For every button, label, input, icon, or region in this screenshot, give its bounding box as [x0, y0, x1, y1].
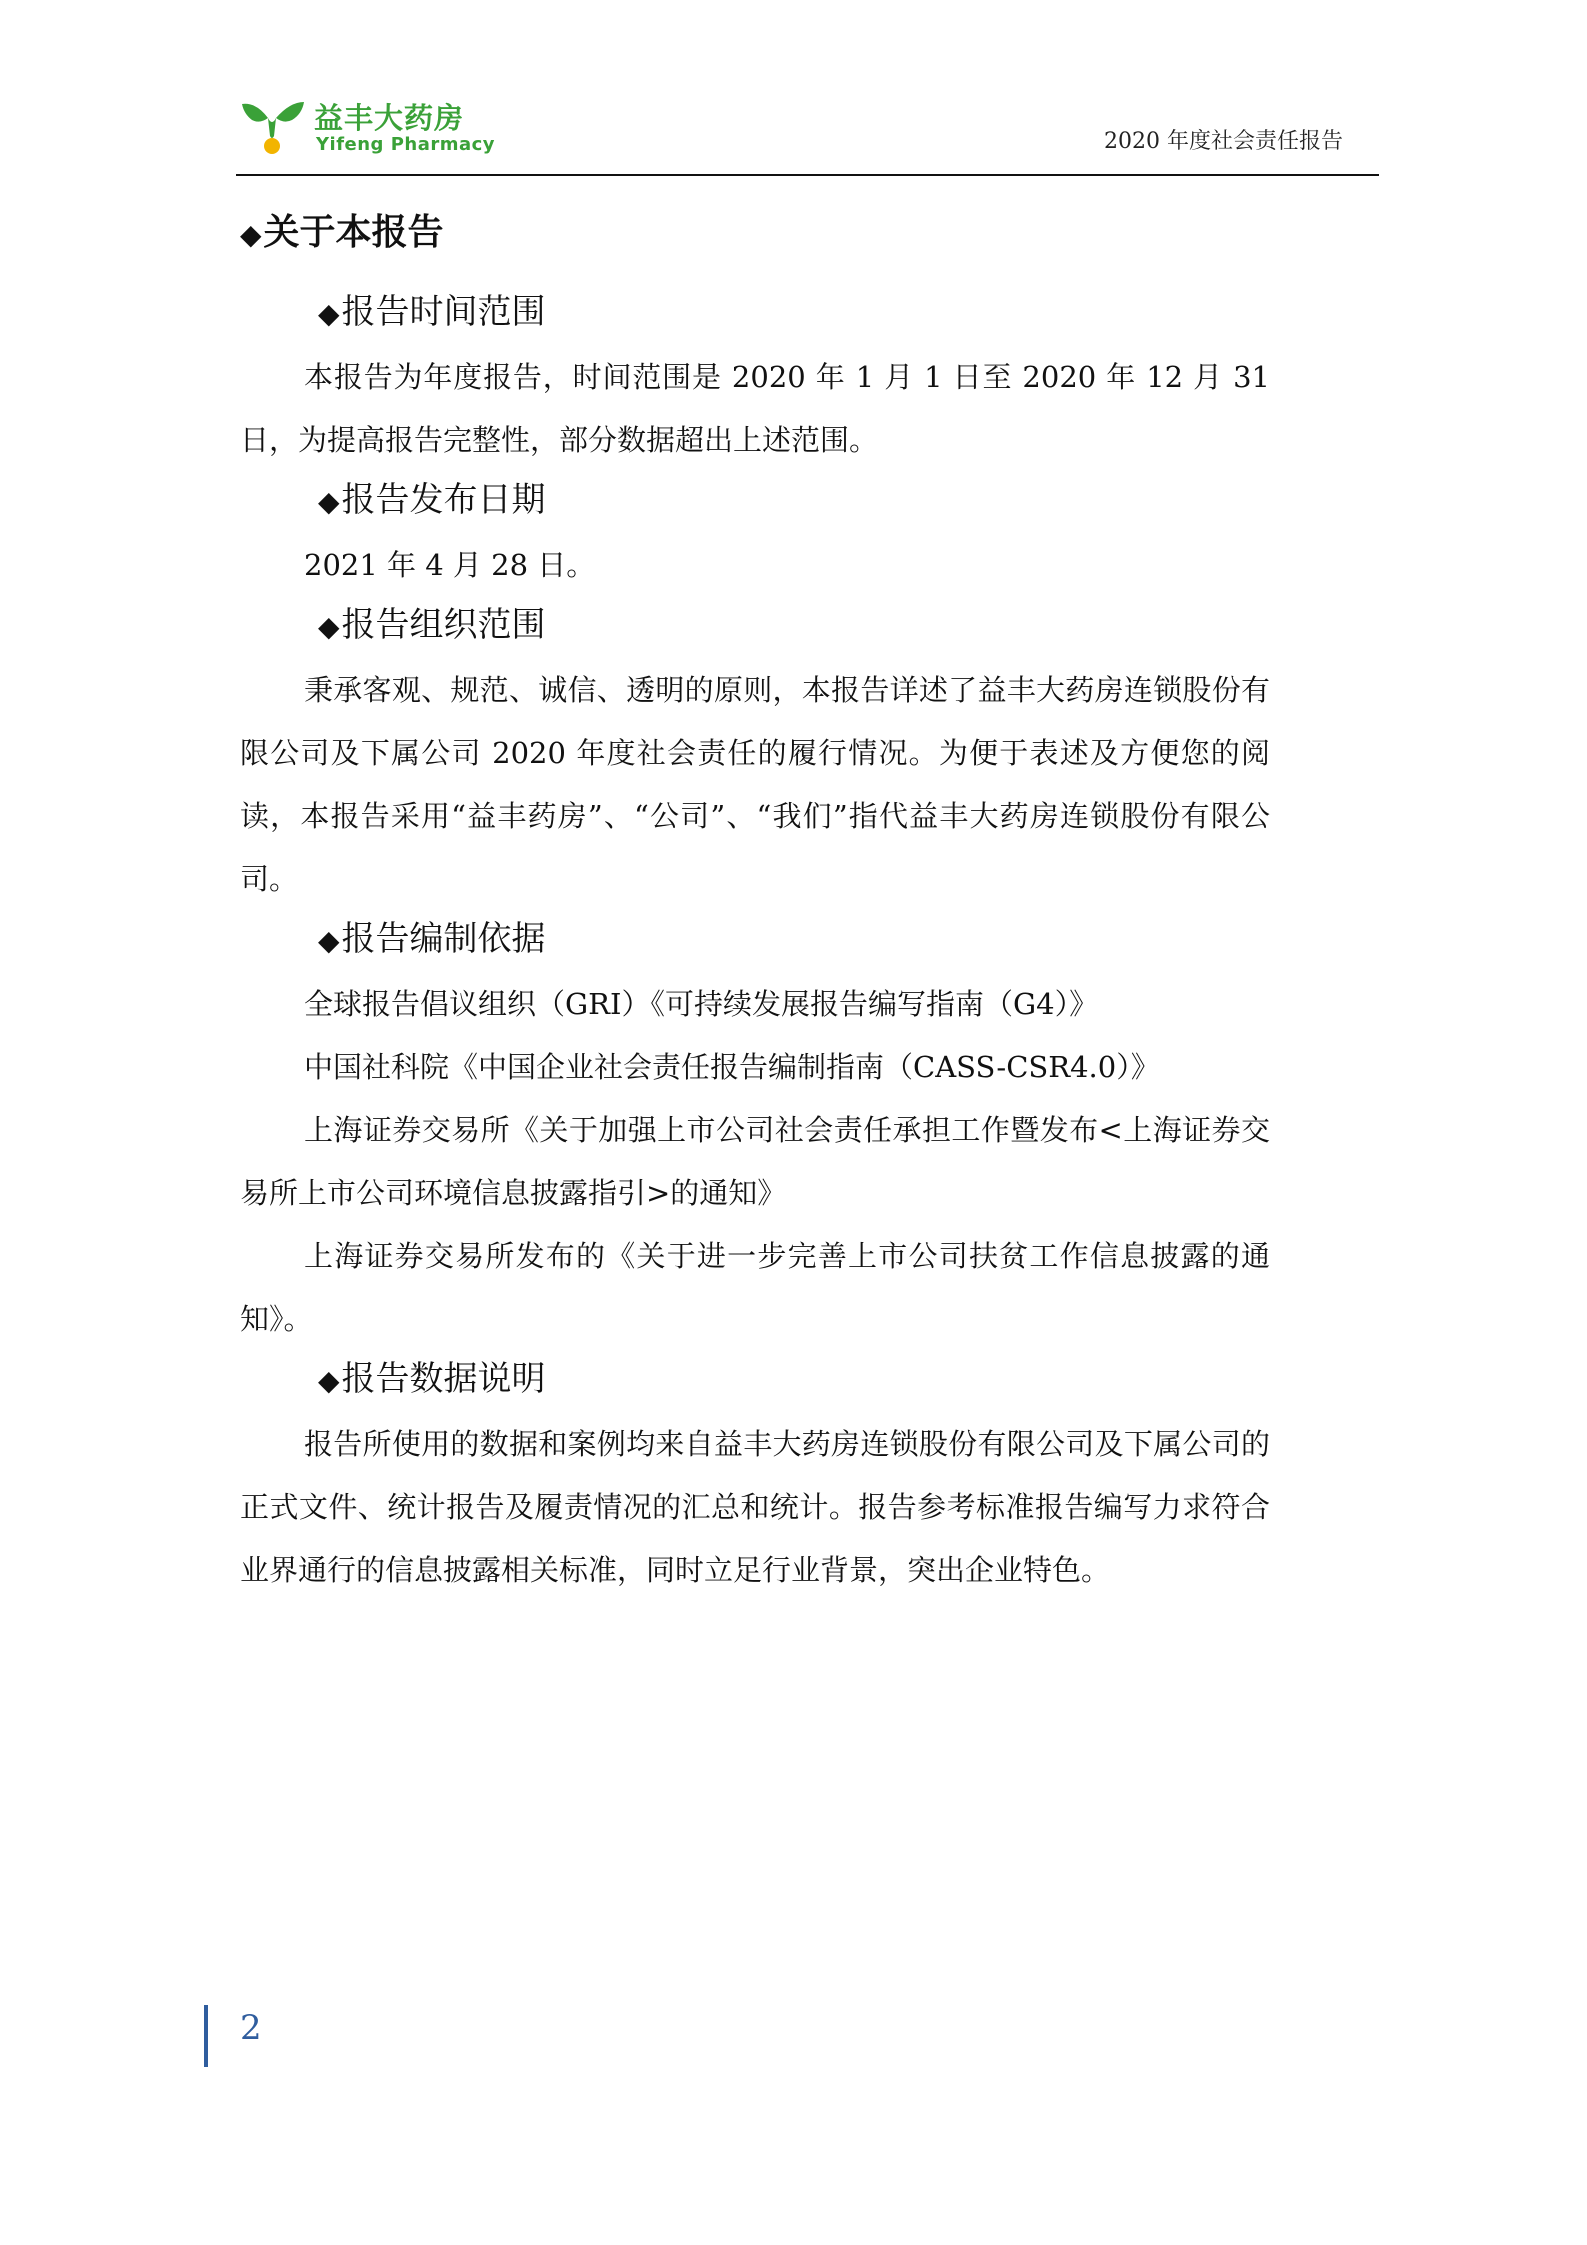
section-org-scope [240, 597, 1270, 911]
logo-english-name: Yifeng Pharmacy [316, 134, 496, 155]
paragraph: 全球报告倡议组织（GRI）《可持续发展报告编写指南（G4）》 [304, 987, 1099, 1021]
section-data-description [240, 1351, 1270, 1602]
diamond-bullet-icon: ◆ [240, 218, 262, 251]
page-number-bar [204, 2005, 208, 2067]
section-heading [318, 472, 1270, 528]
report-content [240, 208, 1270, 1602]
section-heading [318, 1351, 1270, 1407]
paragraph: 中国社科院《中国企业社会责任报告编制指南（CASS-CSR4.0）》 [304, 1050, 1160, 1084]
diamond-bullet-icon: ◆ [318, 924, 340, 957]
section-heading-text: 报告发布日期 [341, 480, 546, 520]
page-title [240, 208, 1270, 258]
section-heading [318, 284, 1270, 340]
section-time-range [240, 284, 1270, 472]
company-logo [238, 96, 528, 156]
paragraph: 本报告为年度报告，时间范围是 2020 年 1 月 1 日至 2020 年 12 月 31 日，为提高报告完整性，部分数据超出上述范围。 [240, 360, 1270, 457]
section-heading-text: 报告组织范围 [341, 605, 546, 645]
paragraph: 秉承客观、规范、诚信、透明的原则，本报告详述了益丰大药房连锁股份有限公司及下属公司 2020 年度社会责任的履行情况。为便于表述及方便您的阅读，本报告采用“益丰药房”、“公司”、“我们”指代益丰大药房连锁股份有限公司。 [240, 673, 1270, 896]
page-title-text: 关于本报告 [263, 212, 444, 253]
section-publish-date [240, 472, 1270, 597]
page-number: 2 [240, 2008, 262, 2048]
section-heading-text: 报告时间范围 [341, 292, 546, 332]
diamond-bullet-icon: ◆ [318, 1364, 340, 1397]
diamond-bullet-icon: ◆ [318, 610, 340, 643]
section-heading-text: 报告数据说明 [341, 1359, 546, 1399]
section-heading-text: 报告编制依据 [341, 919, 546, 959]
paragraph: 上海证券交易所《关于加强上市公司社会责任承担工作暨发布<上海证券交易所上市公司环境信息披露指引>的通知》 [240, 1113, 1270, 1210]
logo-chinese-name: 益丰大药房 [314, 101, 465, 135]
yifeng-logo-icon [238, 96, 308, 156]
paragraph: 报告所使用的数据和案例均来自益丰大药房连锁股份有限公司及下属公司的正式文件、统计报告及履责情况的汇总和统计。报告参考标准报告编写力求符合业界通行的信息披露相关标准，同时立足行业背景，突出企业特色。 [240, 1427, 1270, 1587]
paragraph: 上海证券交易所发布的《关于进一步完善上市公司扶贫工作信息披露的通知》。 [240, 1239, 1270, 1336]
report-title: 2020 年度社会责任报告 [1104, 129, 1343, 154]
paragraph: 2021 年 4 月 28 日。 [304, 548, 596, 582]
section-heading [318, 911, 1270, 967]
page-header [236, 90, 1379, 176]
section-heading [318, 597, 1270, 653]
diamond-bullet-icon: ◆ [318, 485, 340, 518]
diamond-bullet-icon: ◆ [318, 297, 340, 330]
section-compilation-basis [240, 911, 1270, 1351]
